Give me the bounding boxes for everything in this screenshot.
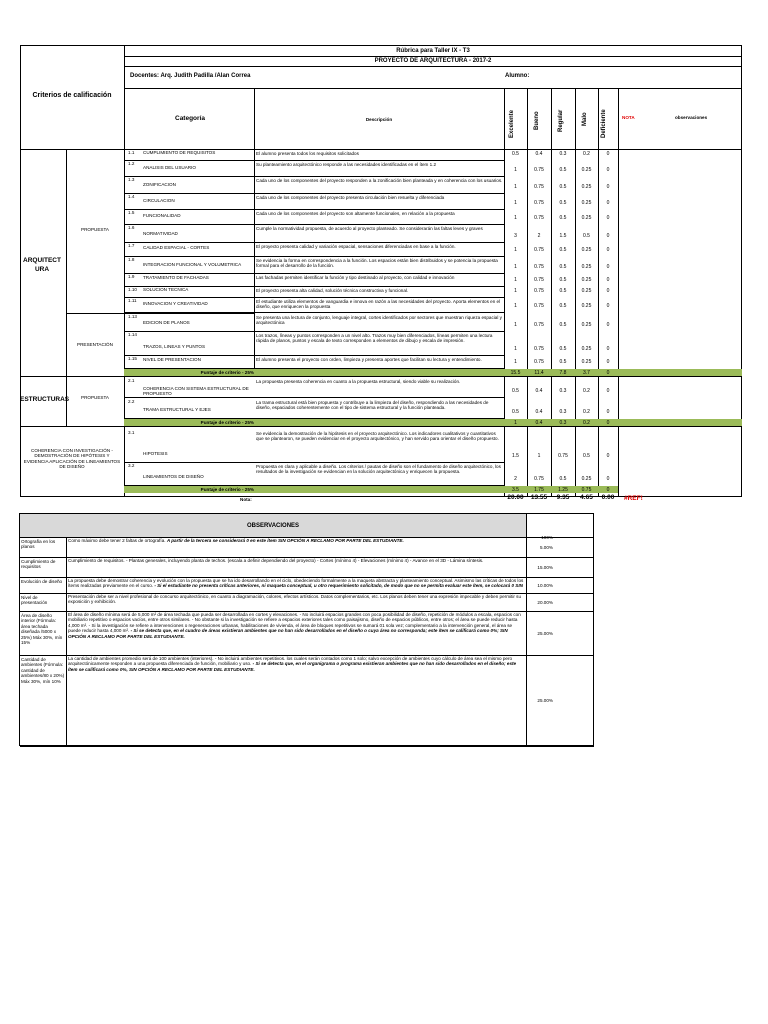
row-number: 1.14 xyxy=(128,332,137,337)
row-number: 1.8 xyxy=(128,257,135,262)
row-description: El estudiante utiliza elementos de vanguardia e innova en razón a las necesidades del proyecto. Aporta elementos en el diseño, que enriquecen la propuesta xyxy=(256,299,501,310)
row-score: 1.5 xyxy=(559,233,567,239)
row-score: 0 xyxy=(606,264,610,270)
level-header-2: Bueno xyxy=(534,111,540,130)
subtotal-score: 1.75 xyxy=(534,487,544,493)
obs-label: Cantidad de ambientes (Fórmula: cantidad de ambientes/80 x 20%) Máx 30%, mín 10% xyxy=(21,657,65,684)
row-score: 0.25 xyxy=(581,346,592,352)
row-number: 1.7 xyxy=(128,243,135,248)
row-number: 1.13 xyxy=(128,314,137,319)
subgroup-presentacion: PRESENTACIÓN xyxy=(77,342,113,347)
row-divider xyxy=(124,160,504,161)
row-description: Cumple la normatividad propuesta, de acuerdo al proyecto planteado. Se considerarán las faltas leves y graves xyxy=(256,226,483,231)
row-score: 1 xyxy=(514,264,517,270)
row-divider xyxy=(124,176,504,177)
row-score: 0.5 xyxy=(559,264,567,270)
row-description: La propuesta presenta coherencia en cuanto a la propuesta estructural, siendo viable su realización. xyxy=(256,379,461,384)
row-score: 0 xyxy=(606,453,610,459)
row-divider xyxy=(124,331,504,332)
row-score: 0.75 xyxy=(534,288,544,294)
obs-emphasis: - Si se detecta que, en el organigrama o programa existieran ambientes que no han sido desarrollados en el diseño; este ítem se calificará como 0%, SIN OPCIÓN A RECLAMO POR PARTE DEL ESTUDIANTE. xyxy=(68,661,517,672)
row-divider xyxy=(124,224,504,225)
row-score: 0 xyxy=(606,409,610,415)
row-score: 0 xyxy=(606,303,610,309)
row-score: 1 xyxy=(514,247,517,253)
obs-text: La cantidad de ambientes promedio será de 100 ambientes (interiores). - No incluirá ambientes repetitivos. los cuales serán contados como 1 solo; salvo excepción de ambientes cuyo cálculo de área sea el mismo pero arquitectónicamente responden a una propuesta diferenciada de función, mobiliario y uso. - Si se detecta que, en el organigrama o programa existieran ambientes que no han sido desarrollados en el diseño; este ítem se calificará como 0%, SIN OPCIÓN A RECLAMO POR PARTE DEL ESTUDIANTE. xyxy=(68,656,517,672)
observaciones-title: OBSERVACIONES xyxy=(246,523,300,529)
row-score: 0 xyxy=(606,277,610,283)
subtotal-score: 0 xyxy=(606,420,610,426)
row-score: 0.75 xyxy=(534,322,544,328)
row-number: 2.1 xyxy=(128,378,135,383)
row-score: 0.5 xyxy=(559,167,567,173)
subtotal-score: 1 xyxy=(514,420,517,426)
row-score: 0.5 xyxy=(559,247,567,253)
row-score: 0.5 xyxy=(583,233,590,239)
row-divider xyxy=(124,355,504,356)
row-number: 1.10 xyxy=(128,287,137,292)
row-score: 0.3 xyxy=(559,151,567,157)
row-score: 0.25 xyxy=(581,167,592,173)
row-score: 0.25 xyxy=(581,288,592,294)
group-arquitectura: ARQUITECTURA xyxy=(23,257,61,273)
row-score: 0.25 xyxy=(581,277,592,283)
row-score: 0.75 xyxy=(534,184,544,190)
row-score: 0.25 xyxy=(581,184,592,190)
row-category: TRATAMIENTO DE FACHADAS xyxy=(143,275,209,280)
row-number: 1.5 xyxy=(128,210,135,215)
level-header-3: Regular xyxy=(558,109,564,132)
level-header-4: Malo xyxy=(582,112,588,126)
docentes-label: Docentes: Arq. Judith Padilla /Alan Correa xyxy=(130,73,251,79)
rubric-subtitle: PROYECTO DE ARQUITECTURA - 2017-2 xyxy=(374,58,492,64)
nota-score: 20.00 xyxy=(507,494,524,501)
subtotal-score: 1.25 xyxy=(558,487,568,493)
row-score: 1 xyxy=(514,184,517,190)
row-description: Su planteamiento arquitectónico responde a las necesidades identificadas en el ítem 1.2 xyxy=(256,162,437,167)
obs-percentage: 15.00% xyxy=(537,565,553,570)
subtotal-score: 0 xyxy=(606,370,610,376)
row-score: 0.25 xyxy=(581,322,592,328)
row-score: 0.5 xyxy=(559,322,567,328)
obs-text: La propuesta debe demostrar coherencia y evolución con la propuesta que se ha ido desarrollando en el ciclo, obedeciendo formalmente a la maqueta abstracta y planteamiento conceptual. Asimismo las críticas de todos los ítems realizadas previamente en el curso. - Si el estudiante no presenta críticas anteriores, ni maqueta conceptual, u otro requerimiento solicitado, de modo que no se permita evaluar este ítem, se colocará 0 SIN xyxy=(68,578,524,589)
row-score: 1 xyxy=(514,200,517,206)
row-score: 0.25 xyxy=(581,215,592,221)
row-score: 0.25 xyxy=(581,200,592,206)
row-score: 0.2 xyxy=(583,388,590,394)
row-score: 0.25 xyxy=(581,476,592,482)
row-description: El alumno presenta el proyecto con orden, limpieza y presenta aportes que facilitan su lectura y entendimiento. xyxy=(256,357,482,362)
row-score: 0 xyxy=(606,167,610,173)
row-category: SOLUCION TECNICA xyxy=(143,287,189,292)
row-score: 1 xyxy=(514,303,517,309)
row-score: 1.5 xyxy=(512,453,519,459)
row-divider xyxy=(124,462,504,463)
row-score: 1 xyxy=(514,288,517,294)
subtotal-label: Puntaje de criterio - 25% xyxy=(200,420,254,425)
row-score: 0.75 xyxy=(534,215,544,221)
row-score: 0.75 xyxy=(534,476,544,482)
row-divider xyxy=(124,256,504,257)
row-category: NIVEL DE PRESENTACION xyxy=(143,357,201,362)
row-description: Propuesta en clara y aplicable a diseño. Los criterios / pautas de diseño son el fundamento de diseño arquitectónico, los resultados de la investigación se evidencian en la solución arquitectónica y enriquecen la propuesta. xyxy=(256,464,501,475)
row-score: 0 xyxy=(606,346,610,352)
row-divider xyxy=(124,193,504,194)
row-description: Cada uno de los componentes del proyecto son altamente funcionales, en relación a la propuesta xyxy=(256,211,455,216)
row-score: 0.75 xyxy=(534,247,544,253)
row-score: 0.75 xyxy=(534,346,544,352)
row-score: 1 xyxy=(514,167,517,173)
row-description: Se evidencia la demostración de la hipótesis en el proyecto arquitectónico. Los indicadores cualitativos y cuantitativos que se plantearon, se pueden evidenciar en el proyecto arquitectónico, y han servido para orientar el diseño propuesto. xyxy=(256,431,499,442)
row-score: 0.5 xyxy=(559,200,567,206)
row-category: INTEGRACION FUNCIONAL Y VOLUMETRICA xyxy=(143,262,242,267)
observaciones-header: observaciones xyxy=(675,115,708,120)
row-score: 1 xyxy=(514,359,517,365)
row-description: Cada uno de los componentes del proyecto responden a la zonificación bien planteada y en coherencia con los usuarios. xyxy=(256,178,503,183)
row-score: 0.25 xyxy=(581,359,592,365)
subtotal-score: 0 xyxy=(606,487,610,493)
row-category: TRAZOS, LINEAS Y PUNTOS xyxy=(143,344,206,349)
obs-percentage: 5.00% xyxy=(539,545,553,550)
nota-score: 4.65 xyxy=(580,494,593,501)
row-score: 1 xyxy=(514,215,517,221)
nota-score: 0.00 xyxy=(601,494,615,501)
obs-emphasis: A partir de la tercera se considerará 0 en este ítem SIN OPCIÓN A RECLAMO POR PARTE DEL ESTUDIANTE. xyxy=(166,538,404,543)
row-category: HIPOTESIS xyxy=(143,451,168,456)
row-score: 1 xyxy=(514,277,517,283)
obs-label: Área de diseño interior (Fórmula: área techada diseñada /5000 x 25%) Máx 30%, mín 15% xyxy=(21,613,63,646)
row-score: 0.5 xyxy=(559,359,567,365)
subtotal-score: 3.7 xyxy=(583,370,590,376)
row-number: 1.2 xyxy=(128,161,135,166)
row-score: 0.3 xyxy=(559,409,567,415)
nota-ref: #REF! xyxy=(624,495,643,502)
row-score: 1 xyxy=(537,453,541,459)
row-score: 0.5 xyxy=(559,303,567,309)
row-number: 1.15 xyxy=(128,356,137,361)
subgroup-propuesta: PROPUESTA xyxy=(81,227,109,232)
row-score: 1 xyxy=(514,346,517,352)
row-category: TRAMA ESTRUCTURAL Y EJES xyxy=(143,407,211,412)
row-divider xyxy=(124,397,504,398)
row-number: 3.1 xyxy=(128,430,135,435)
nota-row-label: Nota: xyxy=(240,497,252,502)
row-number: 1.3 xyxy=(128,177,135,182)
row-score: 3 xyxy=(514,233,517,239)
row-score: 0.5 xyxy=(512,151,519,157)
obs-divider xyxy=(20,746,594,747)
obs-label: Ortografía en los planos xyxy=(21,539,56,550)
subgroup-propuesta-estructuras: PROPUESTA xyxy=(81,395,109,400)
level-header-5: Deficiente xyxy=(601,109,607,138)
obs-text: Como máximo debe tener 2 faltas de ortografía. A partir de la tercera se considerará 0 en este ítem SIN OPCIÓN A RECLAMO POR PARTE DEL ESTUDIANTE. xyxy=(68,538,404,543)
rubric-title: Rúbrica para Taller IX - T3 xyxy=(396,48,470,54)
row-divider xyxy=(124,312,504,313)
obs-text: Cumplimiento de requisitos. - Plantas generales, incluyendo planta de techos. (escala a definir dependiendo del proyecto) - Cortes (mínimo 4) - Elevaciones (mínimo 4) - Avance en el 3D - Lámina síntesis. xyxy=(68,558,484,563)
row-category: ANALISIS DEL USUARIO xyxy=(143,165,196,170)
group-estructuras: ESTRUCTURAS xyxy=(20,396,70,403)
row-score: 0.5 xyxy=(583,453,590,459)
row-score: 2 xyxy=(537,233,541,239)
row-score: 0.75 xyxy=(534,167,544,173)
row-score: 0.5 xyxy=(559,277,567,283)
row-score: 0.75 xyxy=(534,359,544,365)
obs-percentage: 20.00% xyxy=(537,600,553,605)
row-score: 0.5 xyxy=(512,388,519,394)
subtotal-score: 11.4 xyxy=(534,370,544,376)
row-score: 0 xyxy=(606,322,610,328)
row-category: ZONIFICACION xyxy=(143,182,176,187)
row-score: 0.5 xyxy=(559,346,567,352)
row-category: FUNCIONALIDAD xyxy=(143,213,181,218)
row-description: El proyecto presenta calidad y variación espacial, sensaciones diferenciadas en base a la función. xyxy=(256,244,456,249)
obs-text: El área de diseño mínima será de 5,000 m² de área techada que pueda ser desarrollada en cortes y elevaciones. - No incluirá espacios grandes con poca posibilidad de diseño, repetición de módulos a escala, espacios con mobiliario repetitivo o espacios vacíos, entre otros similares. - No obstante si la investigación se refiere a espacios exteriores tales como paisajismo, diseño de espacios públicos, entre otros; el área se puede reducir hasta 4,000 m². - Si la investigación se refiere a intervenciones o regeneraciones urbanas, habilitaciones de vivienda, el área de bloques repetitivos se sumará 01 sola vez; complementario a la intervención general, el área se puede reducir hasta 4,000 m². - Si se detecta que, en el cuadro de áreas existieran ambientes que no han sido desarrollados en el diseño o cuya área no corresponda; este ítem se calificará como 0%; SIN OPCIÓN A RECLAMO POR PARTE DEL ESTUDIANTE. xyxy=(68,612,521,639)
row-score: 0.75 xyxy=(534,264,544,270)
categoria-header: Categoría xyxy=(175,115,205,122)
row-score: 0 xyxy=(606,359,610,365)
subtotal-score: 0.2 xyxy=(583,420,590,426)
row-description: La trama estructural está bien propuesta y contribuye a la limpieza del diseño, respondiendo a las necesidades de diseño, espaciados coherentemente con el tipo de sistema estructural y la función planteada. xyxy=(256,400,489,411)
row-description: El proyecto presenta alta calidad, solución técnica constructiva y funcional. xyxy=(256,288,409,293)
subtotal-label: Puntaje de criterio - 25% xyxy=(200,370,254,375)
descripcion-header: Descripción xyxy=(365,117,393,122)
subtotal-label: Puntaje de criterio - 25% xyxy=(200,487,254,492)
row-score: 0.5 xyxy=(559,476,567,482)
row-category: CALIDAD ESPACIAL - CORTES xyxy=(143,245,210,250)
row-score: 0 xyxy=(606,200,610,206)
row-score: 0.2 xyxy=(583,409,590,415)
row-score: 0 xyxy=(606,215,610,221)
row-score: 0 xyxy=(606,247,610,253)
row-score: 0.25 xyxy=(581,264,592,270)
obs-emphasis: - Si se detecta que, en el cuadro de áreas existieran ambientes que no han sido desarrollados en el diseño o cuya área no corresponda; este ítem se calificará como 0%; SIN OPCIÓN A RECLAMO POR PARTE DEL ESTUDIANTE. xyxy=(68,628,508,639)
row-score: 0 xyxy=(606,233,610,239)
observaciones-total: 100% xyxy=(541,535,553,540)
row-divider xyxy=(124,242,504,243)
obs-label: Nivel de presentación xyxy=(21,595,48,606)
row-score: 0.5 xyxy=(559,288,567,294)
alumno-label: Alumno: xyxy=(505,73,530,79)
subtotal-score: 15.5 xyxy=(510,370,521,376)
row-description: Cada uno de los componentes del proyecto presenta circulación bien resuelta y diferenciada xyxy=(256,195,445,200)
row-description: Se evidencia la forma en correspondencia a la función. Los espacios están bien distribuidos y se potencia la propuesta formal para el desarrollo de la función. xyxy=(256,258,498,269)
row-number: 1.6 xyxy=(128,225,135,230)
row-divider xyxy=(124,297,504,298)
row-category: CIRCULACION xyxy=(143,198,175,203)
nota-header: NOTA xyxy=(622,115,635,120)
group-coherencia: COHERENCIA CON INVESTIGACIÓN - DEMOSTRACIÓN DE HIPÓTESIS Y EVIDENCIA APLICACIÓN DE LINEAMIENTOS DE DISEÑO xyxy=(23,448,121,470)
row-score: 0.25 xyxy=(581,247,592,253)
row-score: 0.2 xyxy=(583,151,590,157)
row-score: 0.75 xyxy=(534,303,544,309)
row-category: COHERENCIA CON SISTEMA ESTRUCTURAL DE PROPUESTO xyxy=(143,386,249,397)
obs-label: Cumplimiento de requisitos xyxy=(21,559,56,570)
row-score: 0.4 xyxy=(535,409,543,415)
subtotal-score: 0.3 xyxy=(559,420,567,426)
subtotal-score: 7.8 xyxy=(559,370,567,376)
nota-score: 13.55 xyxy=(530,494,548,501)
row-score: 0 xyxy=(606,388,610,394)
row-score: 0.25 xyxy=(581,303,592,309)
row-category: CUMPLIMIENTO DE REQUISITOS xyxy=(143,150,216,155)
row-score: 0.75 xyxy=(534,200,544,206)
row-number: 2.2 xyxy=(128,399,135,404)
row-score: 0.3 xyxy=(559,388,567,394)
row-divider xyxy=(124,273,504,274)
row-description: Los trazos, líneas y puntos corresponden a un nivel alto. Trazos muy bien diferenciados, líneas permiten una lectura rápida de planos, puntos y escala de texto corresponden a elementos de dibujo y escala de impresión. xyxy=(256,333,493,344)
row-score: 0 xyxy=(606,476,610,482)
row-description: El alumno presenta todos los requisitos solicitados xyxy=(256,151,359,156)
row-category: NORMATIVIDAD xyxy=(143,231,178,236)
row-score: 0.4 xyxy=(535,151,543,157)
row-score: 2 xyxy=(514,476,517,482)
row-number: 1.9 xyxy=(128,274,135,279)
level-header-1: Excelente xyxy=(509,109,515,138)
row-category: LINEAMIENTOS DE DISEÑO xyxy=(143,474,204,479)
row-divider xyxy=(124,209,504,210)
row-score: 1 xyxy=(514,322,517,328)
row-score: 0.5 xyxy=(559,215,567,221)
obs-label: Evolución de diseño xyxy=(21,579,63,584)
row-score: 0.75 xyxy=(558,453,568,459)
row-score: 0 xyxy=(606,288,610,294)
row-score: 0 xyxy=(606,151,610,157)
subtotal-score: 3.5 xyxy=(512,487,519,493)
subtotal-score: 0.75 xyxy=(581,487,592,493)
row-category: INNOVACION Y CREATIVIDAD xyxy=(143,301,208,306)
row-score: 0.75 xyxy=(534,277,544,283)
obs-emphasis: - Si el estudiante no presenta críticas anteriores, ni maqueta conceptual, u otro requerimiento solicitado, de modo que no se permita evaluar este ítem, se colocará 0 SIN xyxy=(154,583,523,589)
row-number: 1.4 xyxy=(128,194,135,199)
row-score: 0.5 xyxy=(512,409,519,415)
criterios-label: Criterios de calificación xyxy=(32,92,112,99)
row-number: 1.11 xyxy=(128,298,137,303)
obs-text: Presentación debe ser a nivel profesional de concurso arquitectónico, en cuanto a diagramación, colores, efectos artísticos. Datos complementarios, etc. Los planos deben tener una expresión impecable y deben permitir su exposición y exhibición. xyxy=(68,594,521,605)
row-score: 0.4 xyxy=(535,388,543,394)
row-score: 0.5 xyxy=(559,184,567,190)
row-number: 3.2 xyxy=(128,463,135,468)
row-description: Las fachadas permiten identificar la función y tipo destinado al proyecto, con calidad e innovación xyxy=(256,275,455,280)
nota-score: 9.35 xyxy=(556,494,570,501)
obs-percentage: 10.00% xyxy=(537,583,553,588)
row-category: EDICION DE PLANOS xyxy=(143,320,190,325)
row-score: 0 xyxy=(606,184,610,190)
subtotal-score: 0.4 xyxy=(535,420,543,426)
obs-percentage: 25.00% xyxy=(537,698,553,703)
row-description: Se presenta una lectura de conjunto, lenguaje integral, cortes identificados por sectores que muestran riqueza espacial y arquitectónica xyxy=(256,315,502,326)
obs-percentage: 25.00% xyxy=(537,631,553,636)
row-number: 1.1 xyxy=(128,150,135,155)
